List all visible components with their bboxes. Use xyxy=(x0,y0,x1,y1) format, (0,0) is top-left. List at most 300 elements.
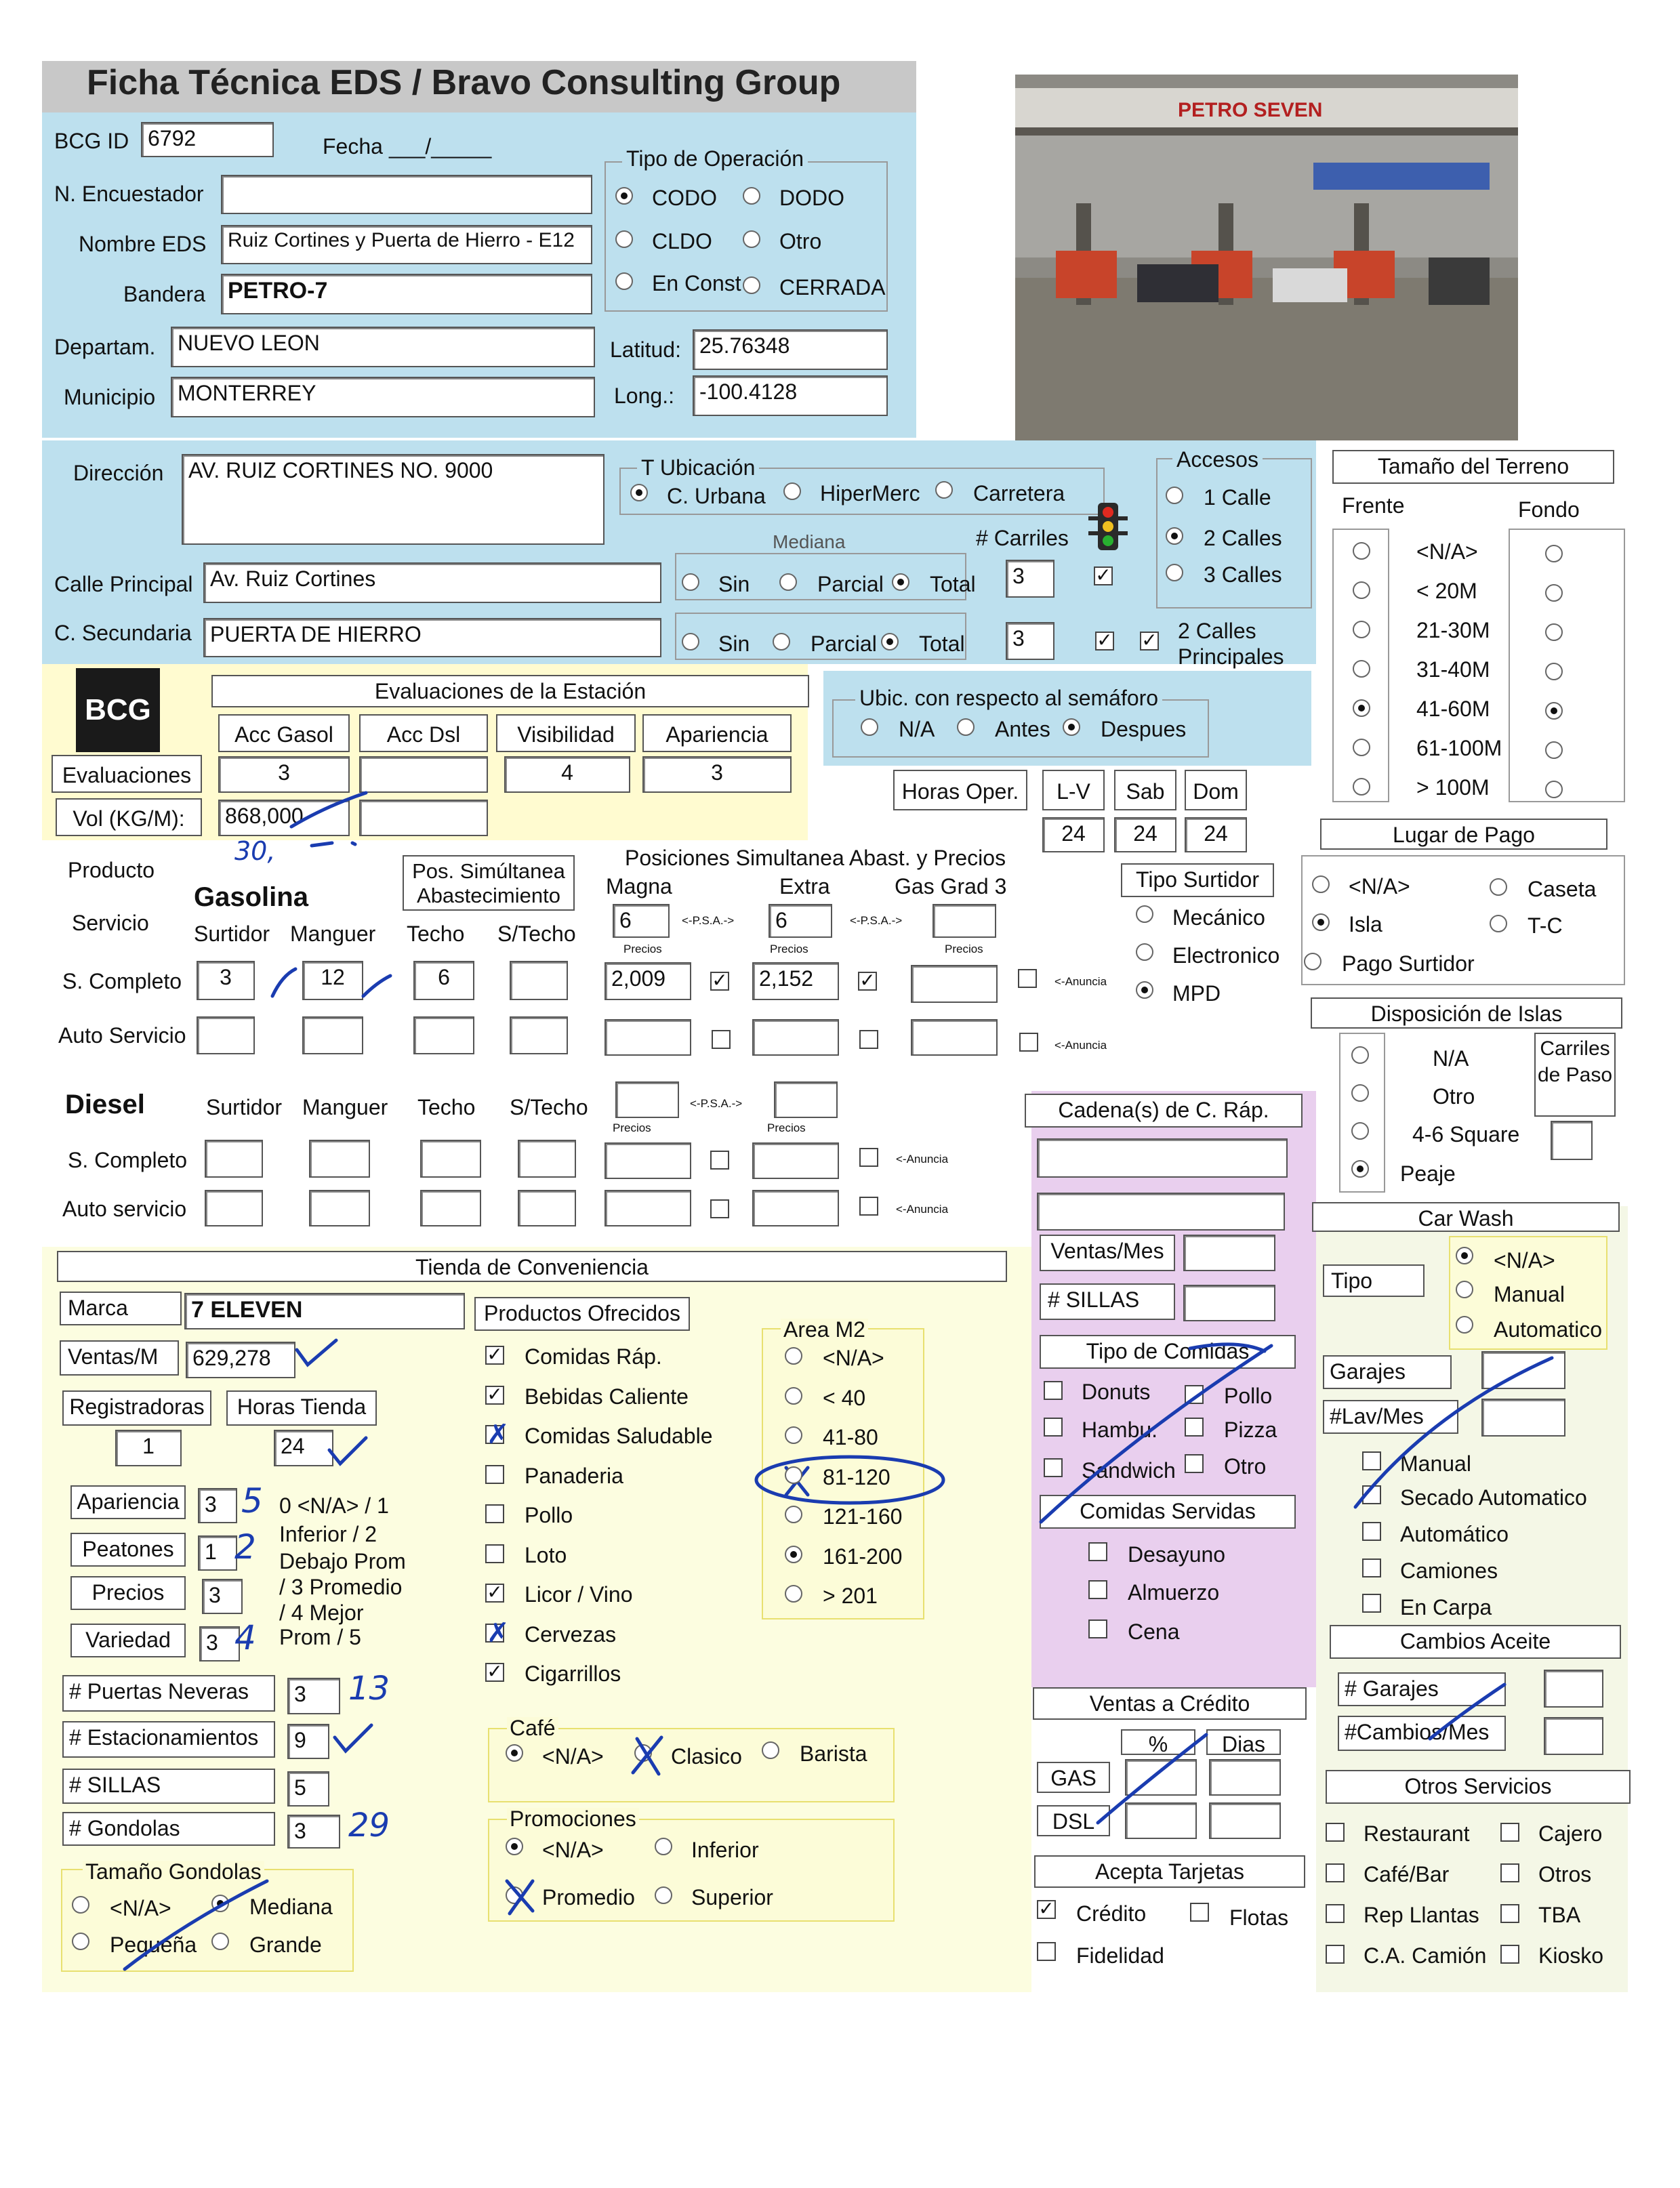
secundaria-carriles-field[interactable]: 3 xyxy=(1006,622,1054,660)
dodo-radio[interactable] xyxy=(743,187,760,205)
gas-sc-grad3-price[interactable] xyxy=(911,965,998,1003)
apariencia-ink: 5 xyxy=(241,1481,263,1521)
tarjetas-title: Acepta Tarjetas xyxy=(1034,1855,1305,1888)
servicio-label: Servicio xyxy=(72,911,149,935)
promo-ink-x xyxy=(501,1876,542,1916)
credito-tarjeta-label: Crédito xyxy=(1076,1901,1147,1926)
aceite-garajes-label: # Garajes xyxy=(1338,1672,1506,1706)
area-40-radio[interactable] xyxy=(785,1387,802,1405)
gasolina-surtidor-header: Surtidor xyxy=(194,922,270,946)
gas-as-manguer[interactable] xyxy=(302,1016,363,1054)
estacionamientos-field[interactable]: 9 xyxy=(287,1724,329,1759)
fondo-label: Fondo xyxy=(1518,497,1580,522)
principal-sin-label: Sin xyxy=(718,572,750,596)
escala-line-5: / 4 Mejor xyxy=(279,1601,364,1625)
frente-21-30m-radio[interactable] xyxy=(1353,621,1370,638)
otros-otros-checkbox[interactable] xyxy=(1500,1863,1519,1882)
calle-secundaria-label: C. Secundaria xyxy=(54,621,192,645)
aceite-cambios-field[interactable] xyxy=(1544,1717,1603,1755)
producto-licor-vino-checkbox[interactable]: ✓ xyxy=(485,1584,504,1603)
area-81-120-radio[interactable] xyxy=(785,1466,802,1484)
municipio-label: Municipio xyxy=(64,385,156,409)
gondolas-ink: 29 xyxy=(348,1807,390,1844)
fidelidad-checkbox[interactable] xyxy=(1037,1942,1056,1961)
pos-precios-title: Posiciones Simultanea Abast. y Precios xyxy=(625,846,1006,870)
acceso-3-radio[interactable] xyxy=(1166,564,1183,581)
acc-gasol-value[interactable]: 3 xyxy=(218,756,350,793)
semaforo-antes-radio[interactable] xyxy=(957,718,975,736)
extra-psa-label: <-P.S.A.-> xyxy=(850,914,903,927)
tipo-comidas-title: Tipo de Comidas xyxy=(1040,1335,1296,1369)
donuts-label: Donuts xyxy=(1082,1380,1151,1404)
garajes-label: Garajes xyxy=(1323,1355,1452,1389)
ventas-mes-label: Ventas/Mes xyxy=(1040,1235,1175,1271)
frente-100m-radio[interactable] xyxy=(1353,778,1370,796)
pago-na-radio[interactable] xyxy=(1312,875,1330,893)
principal-parcial-radio[interactable] xyxy=(779,573,797,591)
gas-as-extra-anuncia[interactable] xyxy=(859,1030,878,1049)
nombre-label: Nombre EDS xyxy=(79,232,207,256)
principales-label: 2 Calles Principales xyxy=(1178,619,1284,669)
credito-tarjeta-checkbox[interactable]: ✓ xyxy=(1037,1900,1056,1919)
grad3-psa-field[interactable] xyxy=(933,904,996,938)
carretera-radio[interactable] xyxy=(935,481,953,499)
fondo-41-60m-radio[interactable] xyxy=(1545,702,1563,720)
registradoras-field[interactable]: 1 xyxy=(115,1430,182,1466)
station-photo xyxy=(1015,75,1518,440)
comidas-ink-strike xyxy=(1034,1339,1278,1529)
principales-checkbox[interactable]: ✓ xyxy=(1140,632,1159,651)
hipermerc-radio[interactable] xyxy=(783,482,801,500)
horas-dom-value[interactable]: 24 xyxy=(1185,817,1247,852)
escala-line-2: Inferior / 2 xyxy=(279,1522,377,1546)
producto-label: Panaderia xyxy=(525,1463,623,1488)
car-wash-ink-strike xyxy=(1349,1351,1565,1514)
producto-comidas-r-p-checkbox[interactable]: ✓ xyxy=(485,1346,504,1365)
area-121-160-radio[interactable] xyxy=(785,1506,802,1523)
frente-31-40m-radio[interactable] xyxy=(1353,660,1370,678)
cafe-clasico-label: Clasico xyxy=(671,1744,742,1769)
ventas-mes-field[interactable] xyxy=(1183,1235,1275,1271)
islas-peaje-label: Peaje xyxy=(1400,1161,1456,1186)
car-wash-title: Car Wash xyxy=(1312,1202,1620,1232)
frente-41-60m-radio[interactable] xyxy=(1353,699,1370,717)
apariencia-value[interactable]: 3 xyxy=(642,756,792,793)
codo-label: CODO xyxy=(652,186,717,210)
precios-field[interactable]: 3 xyxy=(202,1579,243,1614)
neveras-field[interactable]: 3 xyxy=(287,1678,340,1714)
vol-ink-mark xyxy=(285,786,380,854)
diesel-sc-anuncia-1[interactable] xyxy=(710,1151,729,1170)
producto-cervezas-checkbox[interactable]: ✗ xyxy=(487,1617,510,1648)
otros-c-a-cami-n-checkbox[interactable] xyxy=(1326,1945,1345,1964)
gondola-na-radio[interactable] xyxy=(72,1896,89,1914)
frente-20m-radio[interactable] xyxy=(1353,581,1370,599)
carretera-label: Carretera xyxy=(973,481,1065,505)
principal-carriles-field[interactable]: 3 xyxy=(1006,560,1054,598)
diesel-as-price-2[interactable] xyxy=(752,1190,839,1226)
area-option-label: < 40 xyxy=(823,1385,866,1410)
en-const-radio[interactable] xyxy=(615,272,633,290)
mpd-label: MPD xyxy=(1172,981,1221,1006)
islas-na-radio[interactable] xyxy=(1351,1046,1369,1064)
terreno-size-label: > 100M xyxy=(1416,775,1490,800)
producto-comidas-saludable-checkbox[interactable]: ✗ xyxy=(487,1420,510,1449)
secundaria-semaforo-checkbox[interactable]: ✓ xyxy=(1095,632,1114,651)
frente-61-100m-radio[interactable] xyxy=(1353,739,1370,756)
tienda-sillas-field[interactable]: 5 xyxy=(287,1771,329,1807)
cafe-na-radio[interactable] xyxy=(506,1744,523,1762)
mecanico-radio[interactable] xyxy=(1136,905,1153,923)
diesel-psa-1-field[interactable] xyxy=(615,1081,679,1118)
cadena-field-2[interactable] xyxy=(1037,1193,1285,1231)
gasolina-title: Gasolina xyxy=(194,882,308,912)
calle-principal-label: Calle Principal xyxy=(54,572,193,596)
diesel-as-techo[interactable] xyxy=(420,1190,481,1226)
pago-caseta-label: Caseta xyxy=(1528,877,1597,901)
secundaria-sin-label: Sin xyxy=(718,632,750,656)
fondo-31-40m-radio[interactable] xyxy=(1545,663,1563,680)
horas-dom-header: Dom xyxy=(1185,770,1247,810)
gas-sc-grad3-anuncia[interactable] xyxy=(1018,969,1037,988)
semaforo-antes-label: Antes xyxy=(995,717,1050,741)
diesel-sc-surtidor[interactable] xyxy=(205,1140,263,1178)
diesel-as-stecho[interactable] xyxy=(518,1190,576,1226)
terreno-size-label: < 20M xyxy=(1416,579,1477,603)
pago-na-label: <N/A> xyxy=(1349,874,1410,899)
producto-loto-checkbox[interactable] xyxy=(485,1544,504,1563)
horas-sab-value[interactable]: 24 xyxy=(1114,817,1176,852)
gas-as-stecho[interactable] xyxy=(510,1016,568,1054)
credito-dsl-dias[interactable] xyxy=(1209,1802,1281,1839)
gas-as-magna-price[interactable] xyxy=(605,1019,691,1056)
cw-opt-carpa-checkbox[interactable] xyxy=(1362,1594,1381,1613)
hipermerc-label: HiperMerc xyxy=(820,481,920,505)
horas-sab-header: Sab xyxy=(1114,770,1176,810)
fondo-61-100m-radio[interactable] xyxy=(1545,741,1563,759)
producto-panaderia-checkbox[interactable] xyxy=(485,1465,504,1484)
marca-field[interactable]: 7 ELEVEN xyxy=(184,1293,465,1329)
tipo-operacion-title: Tipo de Operación xyxy=(622,148,808,169)
desayuno-label: Desayuno xyxy=(1128,1542,1226,1567)
otros-label: Cajero xyxy=(1538,1821,1603,1846)
estacionamientos-label: # Estacionamientos xyxy=(62,1721,275,1758)
area-option-label: 121-160 xyxy=(823,1504,903,1529)
c-urbana-radio[interactable] xyxy=(630,484,648,501)
aceite-garajes-field[interactable] xyxy=(1544,1670,1603,1708)
cw-opt-camiones-checkbox[interactable] xyxy=(1362,1559,1381,1577)
area-n-a-radio[interactable] xyxy=(785,1347,802,1365)
credito-dsl-label: DSL xyxy=(1037,1805,1110,1836)
codo-radio[interactable] xyxy=(615,187,633,205)
secundaria-sin-radio[interactable] xyxy=(682,633,699,651)
cw-na-label: <N/A> xyxy=(1494,1248,1555,1273)
otros-kiosko-checkbox[interactable] xyxy=(1500,1945,1519,1964)
diesel-as-anuncia-2[interactable] xyxy=(859,1197,878,1216)
longitud-field[interactable]: -100.4128 xyxy=(693,375,888,416)
credito-gas-dias[interactable] xyxy=(1209,1759,1281,1796)
tipo-surtidor-title: Tipo Surtidor xyxy=(1121,863,1274,897)
grad3-precios-label: Precios xyxy=(945,943,983,955)
credito-pct-header: % xyxy=(1121,1729,1195,1755)
otro-operacion-radio[interactable] xyxy=(743,230,760,248)
horas-lv-value[interactable]: 24 xyxy=(1042,817,1105,852)
cw-manual-radio[interactable] xyxy=(1456,1281,1473,1298)
bcg-id-field[interactable]: 6792 xyxy=(141,122,274,157)
cw-auto-radio[interactable] xyxy=(1456,1316,1473,1334)
extra-precios-label: Precios xyxy=(770,943,808,955)
escala-line-4: / 3 Promedio xyxy=(279,1575,403,1599)
gas-sc-extra-anuncia[interactable]: ✓ xyxy=(858,972,877,991)
ventas-field[interactable]: 629,278 xyxy=(186,1342,295,1378)
fidelidad-label: Fidelidad xyxy=(1076,1943,1164,1968)
semaforo-na-radio[interactable] xyxy=(861,718,878,736)
cerrada-radio[interactable] xyxy=(743,276,760,294)
islas-na-label: N/A xyxy=(1433,1046,1469,1071)
horas-oper-label: Horas Oper. xyxy=(893,770,1027,810)
islas-square-label: 4-6 Square xyxy=(1412,1122,1520,1147)
diesel-sc-manguer[interactable] xyxy=(309,1140,370,1178)
bandera-field[interactable]: PETRO-7 xyxy=(221,274,592,314)
promo-inferior-radio[interactable] xyxy=(655,1838,672,1855)
principal-semaforo-checkbox[interactable]: ✓ xyxy=(1094,566,1113,585)
gasolina-techo-header: Techo xyxy=(407,922,465,946)
gas-as-extra-price[interactable] xyxy=(752,1019,839,1056)
credito-gas-label: GAS xyxy=(1037,1762,1110,1793)
producto-label: Comidas Saludable xyxy=(525,1424,713,1448)
terreno-size-label: 31-40M xyxy=(1416,657,1490,682)
cafe-ink-x xyxy=(628,1732,668,1779)
diesel-as-label: Auto servicio xyxy=(62,1197,187,1221)
diesel-sc-anuncia-2[interactable] xyxy=(859,1148,878,1167)
gas-sc-stecho[interactable] xyxy=(510,961,568,1000)
producto-bebidas-caliente-checkbox[interactable]: ✓ xyxy=(485,1386,504,1405)
terreno-size-label: 61-100M xyxy=(1416,736,1502,760)
diesel-sc-stecho[interactable] xyxy=(518,1140,576,1178)
desayuno-checkbox[interactable] xyxy=(1088,1542,1107,1561)
gas-sc-manguer[interactable]: 12 xyxy=(302,961,363,1000)
gondolas-label: # Gondolas xyxy=(62,1812,275,1846)
secundaria-parcial-radio[interactable] xyxy=(773,633,790,651)
vol-field[interactable]: 868,000 xyxy=(218,800,350,836)
producto-label: Pollo xyxy=(525,1503,573,1527)
frente-n-a-radio[interactable] xyxy=(1353,542,1370,560)
islas-otro-radio[interactable] xyxy=(1351,1084,1369,1102)
area-161-200-radio[interactable] xyxy=(785,1546,802,1563)
pago-caseta-radio[interactable] xyxy=(1490,878,1507,896)
acceso-1-radio[interactable] xyxy=(1166,487,1183,504)
cw-opt-automatico-label: Automático xyxy=(1400,1522,1509,1546)
otros-label: Kiosko xyxy=(1538,1943,1604,1968)
almuerzo-checkbox[interactable] xyxy=(1088,1580,1107,1599)
escala-line-6: Prom / 5 xyxy=(279,1625,361,1649)
pago-tc-radio[interactable] xyxy=(1490,915,1507,932)
lav-mes-label: #Lav/Mes xyxy=(1323,1400,1458,1434)
fondo-21-30m-radio[interactable] xyxy=(1545,623,1563,641)
diesel-sc-price-2[interactable] xyxy=(752,1142,839,1179)
producto-cigarrillos-checkbox[interactable]: ✓ xyxy=(485,1663,504,1682)
diesel-sc-label: S. Completo xyxy=(68,1148,188,1172)
cafe-title: Café xyxy=(507,1717,558,1739)
variedad-field[interactable]: 3 xyxy=(199,1626,240,1661)
fondo-20m-radio[interactable] xyxy=(1545,584,1563,602)
comidas-servidas-title: Comidas Servidas xyxy=(1040,1495,1296,1529)
cr-sillas-field[interactable] xyxy=(1183,1285,1275,1321)
diesel-precios-1-label: Precios xyxy=(613,1121,651,1134)
area-option-label: 161-200 xyxy=(823,1544,903,1569)
registradoras-label: Registradoras xyxy=(62,1390,211,1426)
acceso-3-label: 3 Calles xyxy=(1204,562,1282,587)
diesel-as-manguer[interactable] xyxy=(309,1190,370,1226)
fondo-100m-radio[interactable] xyxy=(1545,781,1563,798)
diesel-psa-label: <-P.S.A.-> xyxy=(690,1097,743,1110)
otro-operacion-label: Otro xyxy=(779,229,822,253)
en-const-label: En Const xyxy=(652,271,741,295)
otros-cajero-checkbox[interactable] xyxy=(1500,1823,1519,1842)
principal-total-radio[interactable] xyxy=(892,573,909,591)
gas-sc-surtidor[interactable]: 3 xyxy=(197,961,255,1000)
otros-label: Café/Bar xyxy=(1364,1862,1450,1886)
fondo-n-a-radio[interactable] xyxy=(1545,545,1563,562)
diesel-as-anuncia-1[interactable] xyxy=(710,1199,729,1218)
cw-opt-camiones-label: Camiones xyxy=(1400,1559,1498,1583)
promo-na-label: <N/A> xyxy=(542,1838,604,1862)
calle-secundaria-field[interactable]: PUERTA DE HIERRO xyxy=(203,618,661,657)
promo-superior-label: Superior xyxy=(691,1885,773,1910)
depto-field[interactable]: NUEVO LEON xyxy=(171,327,595,367)
producto-label: Cervezas xyxy=(525,1622,617,1647)
promo-na-radio[interactable] xyxy=(506,1838,523,1855)
cafe-barista-radio[interactable] xyxy=(762,1741,779,1759)
semaforo-despues-radio[interactable] xyxy=(1063,718,1080,736)
otros-tba-checkbox[interactable] xyxy=(1500,1904,1519,1923)
cr-sillas-label: # SILLAS xyxy=(1040,1283,1175,1320)
producto-pollo-checkbox[interactable] xyxy=(485,1504,504,1523)
nombre-field[interactable]: Ruiz Cortines y Puerta de Hierro - E12 xyxy=(221,225,592,264)
gas-sc-extra-price[interactable]: 2,152 xyxy=(752,962,839,1000)
terreno-title: Tamaño del Terreno xyxy=(1332,450,1614,484)
secundaria-total-label: Total xyxy=(919,632,965,656)
horas-ink-check xyxy=(325,1434,373,1468)
credito-ink-strike xyxy=(1091,1728,1213,1830)
hambu-label: Hambu. xyxy=(1082,1418,1158,1442)
gondolas-field[interactable]: 3 xyxy=(287,1815,340,1849)
ventas-ink-check xyxy=(293,1336,340,1370)
secundaria-total-radio[interactable] xyxy=(881,633,899,651)
gas-sc-techo[interactable]: 6 xyxy=(413,961,474,1000)
area-201-radio[interactable] xyxy=(785,1585,802,1603)
escala-line-1: 0 <N/A> / 1 xyxy=(279,1493,389,1518)
islas-peaje-radio[interactable] xyxy=(1351,1160,1369,1178)
apariencia-field[interactable]: 3 xyxy=(198,1488,237,1523)
electronico-radio[interactable] xyxy=(1136,943,1153,961)
cw-opt-automatico-checkbox[interactable] xyxy=(1362,1522,1381,1541)
cldo-radio[interactable] xyxy=(615,230,633,248)
gondola-grande-label: Grande xyxy=(249,1933,322,1957)
semaforo-na-label: N/A xyxy=(899,717,935,741)
gondola-pequena-radio[interactable] xyxy=(72,1933,89,1950)
promo-superior-radio[interactable] xyxy=(655,1886,672,1904)
tam-gondolas-title: Tamaño Gondolas xyxy=(83,1861,264,1882)
gas-sc-magna-anuncia[interactable]: ✓ xyxy=(710,972,729,991)
acceso-2-radio[interactable] xyxy=(1166,527,1183,545)
gas-as-grad3-anuncia[interactable] xyxy=(1019,1033,1038,1052)
sandwich-label: Sandwich xyxy=(1082,1458,1176,1483)
cw-na-radio[interactable] xyxy=(1456,1247,1473,1264)
pago-isla-radio[interactable] xyxy=(1312,913,1330,931)
magna-psa-field[interactable]: 6 xyxy=(613,904,670,938)
neveras-ink: 13 xyxy=(348,1670,390,1708)
fecha-value[interactable]: ___/_____ xyxy=(389,134,492,159)
cafe-barista-label: Barista xyxy=(800,1741,867,1766)
diesel-sc-price-1[interactable] xyxy=(605,1142,691,1179)
horas-lv-header: L-V xyxy=(1042,770,1105,810)
cadena-field-1[interactable] xyxy=(1037,1138,1288,1178)
latitud-field[interactable]: 25.76348 xyxy=(693,329,888,370)
otros-restaurant-checkbox[interactable] xyxy=(1326,1823,1345,1842)
islas-square-radio[interactable] xyxy=(1351,1122,1369,1140)
visibilidad-value[interactable]: 4 xyxy=(504,756,630,793)
cldo-label: CLDO xyxy=(652,229,712,253)
gas-as-surtidor[interactable] xyxy=(197,1016,255,1054)
depto-label: Departam. xyxy=(54,335,156,359)
otros-caf-bar-checkbox[interactable] xyxy=(1326,1863,1345,1882)
pago-surtidor-radio[interactable] xyxy=(1304,953,1322,970)
principal-total-label: Total xyxy=(930,572,976,596)
direccion-field[interactable]: AV. RUIZ CORTINES NO. 9000 xyxy=(182,454,605,545)
acceso-1-label: 1 Calle xyxy=(1204,485,1271,510)
gas-sc-label: S. Completo xyxy=(62,969,182,993)
diesel-psa-2-field[interactable] xyxy=(774,1081,838,1118)
diesel-as-surtidor[interactable] xyxy=(205,1190,263,1226)
gas-sc-magna-price[interactable]: 2,009 xyxy=(605,962,691,1000)
estac-ink-check xyxy=(331,1721,378,1755)
diesel-sc-techo[interactable] xyxy=(420,1140,481,1178)
municipio-field[interactable]: MONTERREY xyxy=(171,377,595,417)
tienda-sillas-label: # SILLAS xyxy=(62,1769,275,1804)
mpd-radio[interactable] xyxy=(1136,981,1153,999)
otros-label: TBA xyxy=(1538,1903,1581,1927)
horas-tienda-label: Horas Tienda xyxy=(226,1390,377,1426)
cena-checkbox[interactable] xyxy=(1088,1619,1107,1638)
otros-rep-llantas-checkbox[interactable] xyxy=(1326,1904,1345,1923)
carriles-paso-field[interactable] xyxy=(1551,1121,1593,1160)
carriles-label: # Carriles xyxy=(976,526,1069,550)
cw-manual-label: Manual xyxy=(1494,1282,1565,1306)
flotas-checkbox[interactable] xyxy=(1190,1903,1209,1922)
gas-as-magna-anuncia[interactable] xyxy=(712,1030,731,1049)
peatones-field[interactable]: 1 xyxy=(198,1535,237,1571)
c-urbana-label: C. Urbana xyxy=(667,484,766,508)
gondola-na-label: <N/A> xyxy=(110,1896,171,1920)
otros-label: Restaurant xyxy=(1364,1821,1470,1846)
promo-promedio-label: Promedio xyxy=(542,1885,635,1910)
bcg-logo: BCG xyxy=(76,668,160,752)
promociones-title: Promociones xyxy=(507,1808,639,1830)
calle-principal-field[interactable]: Av. Ruiz Cortines xyxy=(203,562,661,603)
cambios-aceite-title: Cambios Aceite xyxy=(1330,1625,1621,1659)
credito-dias-header: Dias xyxy=(1206,1729,1281,1755)
gas-as-techo[interactable] xyxy=(413,1016,474,1054)
extra-psa-field[interactable]: 6 xyxy=(769,904,832,938)
encuestador-field[interactable] xyxy=(221,175,592,214)
gas-as-grad3-price[interactable] xyxy=(911,1019,998,1056)
diesel-as-price-1[interactable] xyxy=(605,1190,691,1226)
horas-tienda-field[interactable]: 24 xyxy=(274,1430,333,1466)
principal-sin-radio[interactable] xyxy=(682,573,699,591)
pos-simultanea-header: Pos. Simúltanea Abastecimiento xyxy=(403,855,575,911)
area-41-80-radio[interactable] xyxy=(785,1426,802,1444)
